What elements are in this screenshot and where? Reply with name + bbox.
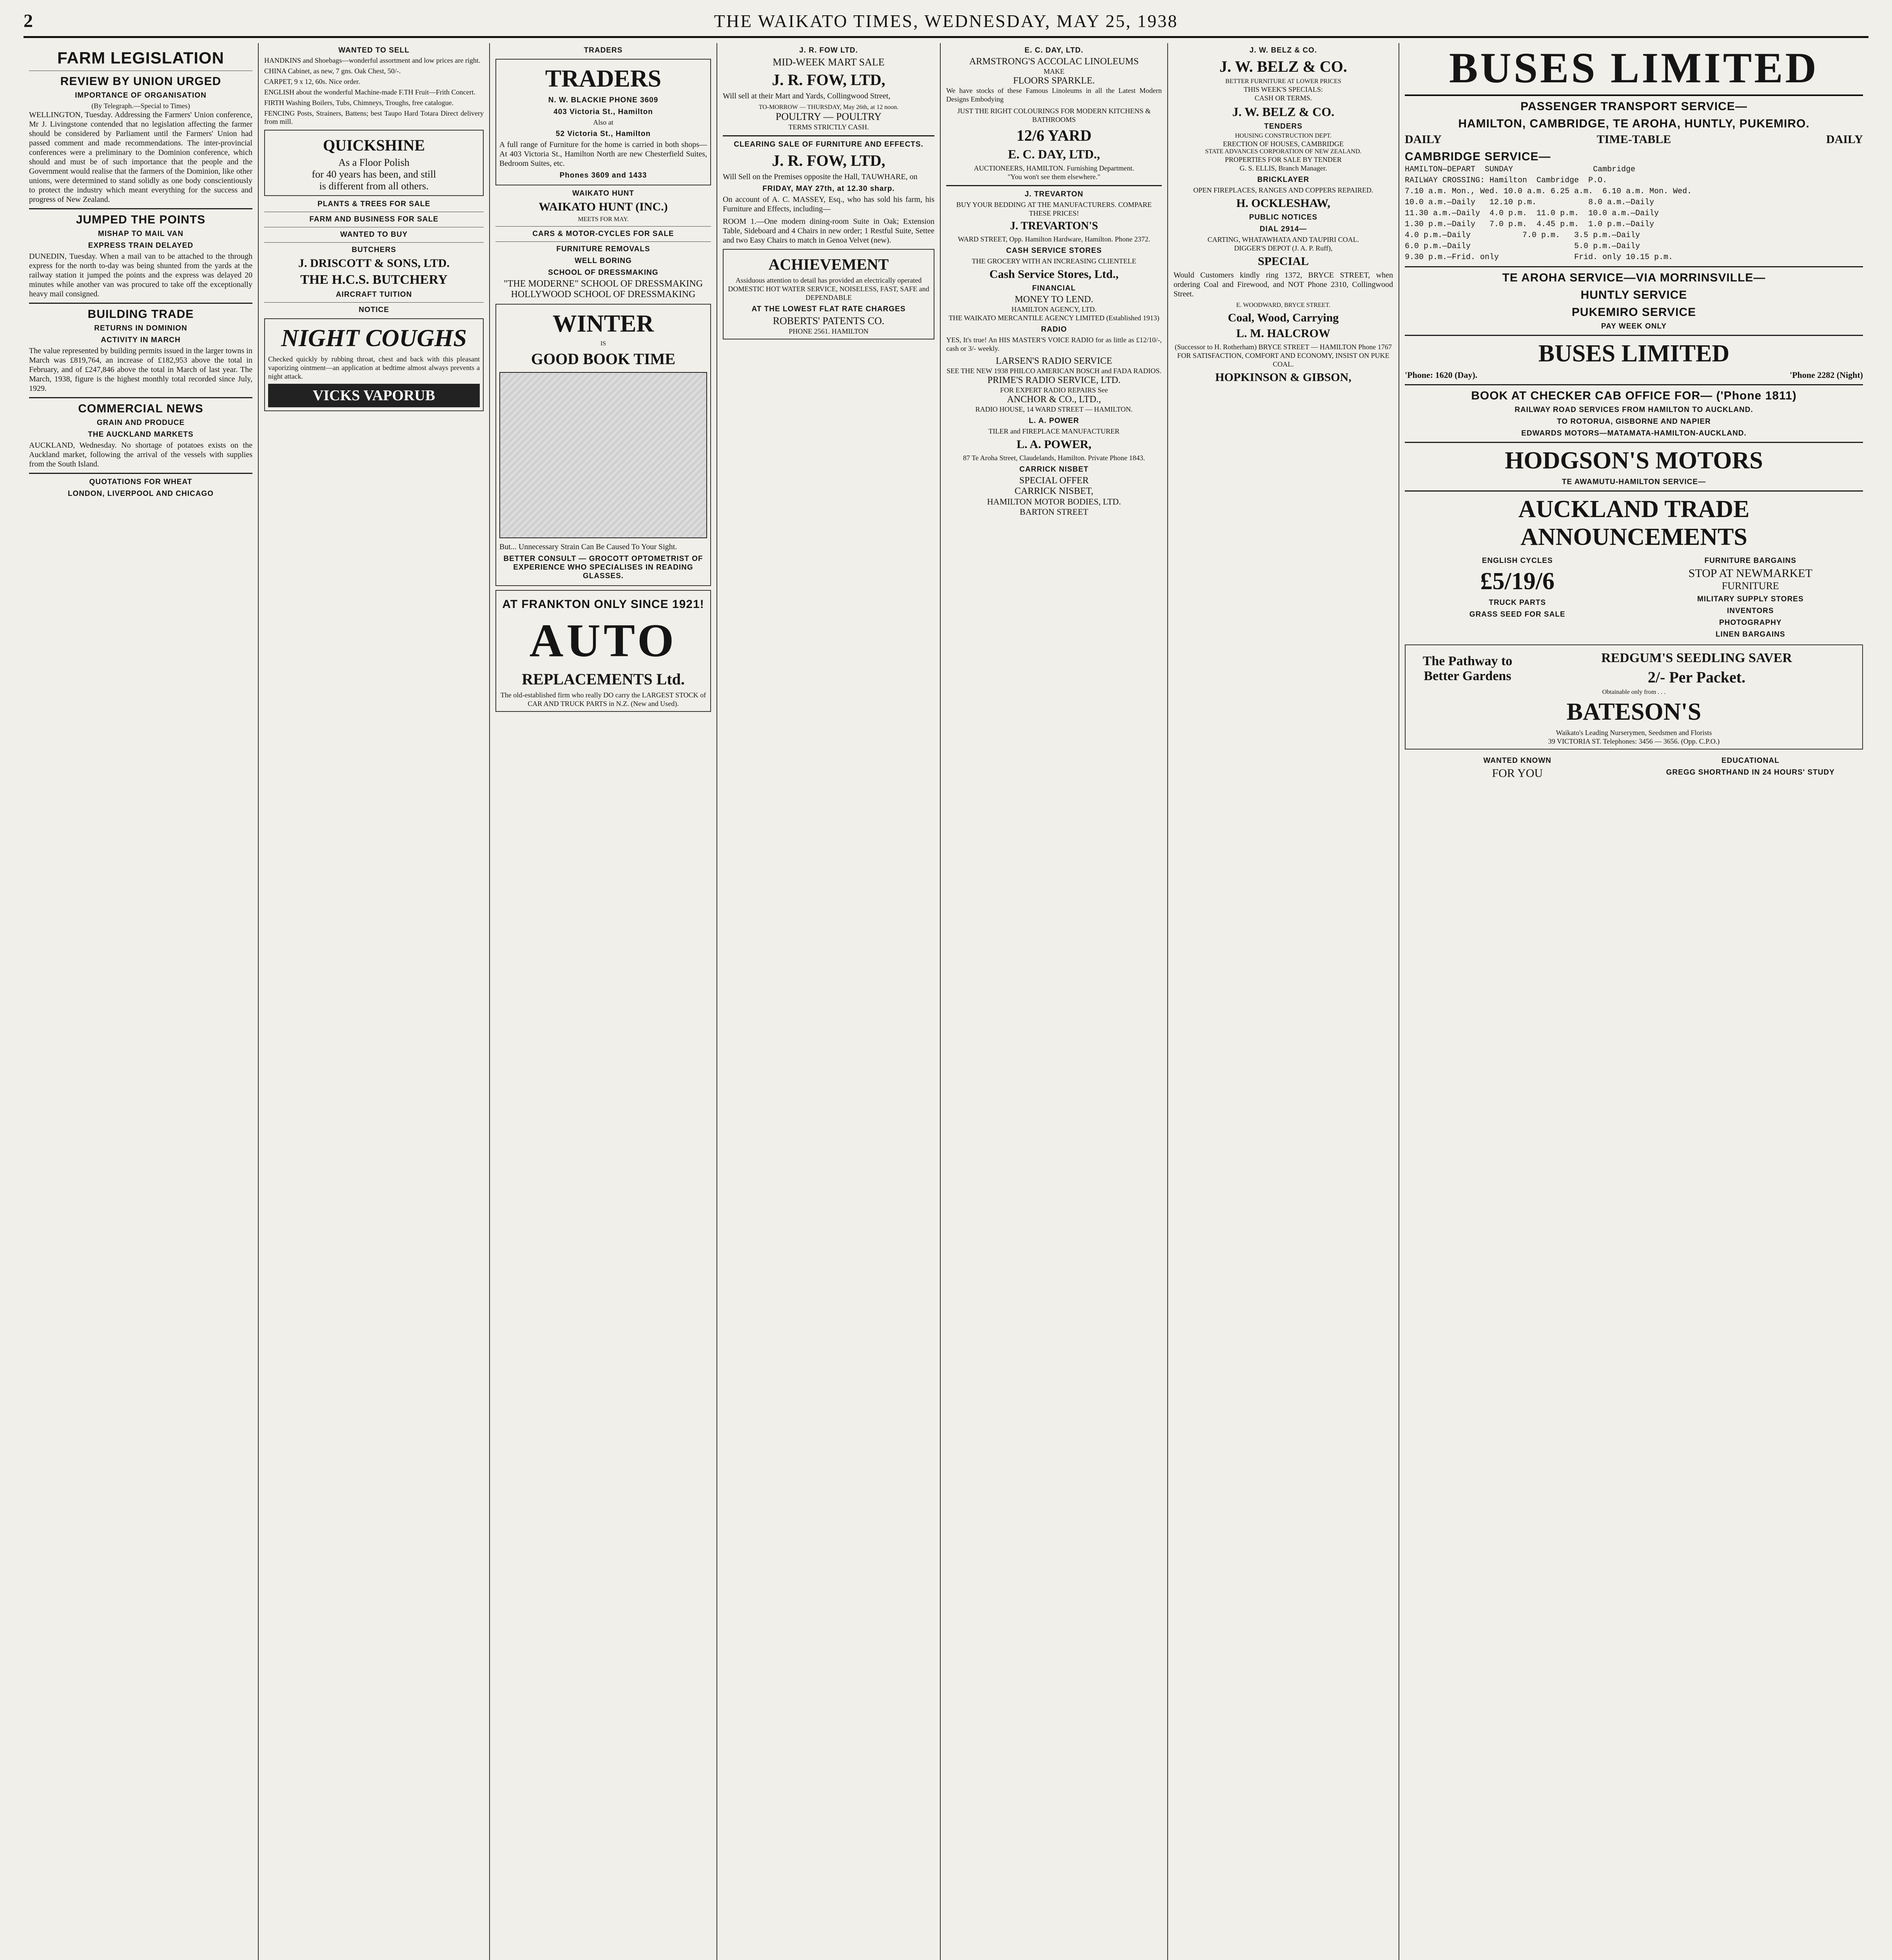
farm-subhead: REVIEW BY UNION URGED: [60, 75, 221, 88]
special-heading: SPECIAL: [1257, 255, 1309, 268]
vicks-ad: [264, 318, 484, 411]
tiler: TILER and FIREPLACE MANUFACTURER: [988, 427, 1120, 435]
achievement-price: AT THE LOWEST FLAT RATE CHARGES: [751, 305, 906, 313]
night-coughs-title: NIGHT COUGHS: [281, 325, 467, 352]
hcs-butchery: THE H.C.S. BUTCHERY: [300, 272, 448, 287]
hamilton-motor-bodies: HAMILTON MOTOR BODIES, LTD.: [987, 497, 1121, 506]
radio-heading: RADIO: [1041, 325, 1067, 334]
primes-radio: PRIME'S RADIO SERVICE, LTD.: [987, 375, 1121, 385]
grocery: THE GROCERY WITH AN INCREASING CLIENTELE: [972, 257, 1136, 265]
customers-notice: Would Customers kindly ring 1372, BRYCE STREET, when ordering Coal and Firewood, and NOT Phone 2310, Collingwood Street.: [1174, 271, 1393, 298]
reading-illustration: [499, 372, 707, 538]
pukemiro-service: PUKEMIRO SERVICE: [1571, 306, 1696, 319]
wanted-known: WANTED KNOWN: [1483, 757, 1551, 765]
special-offer: SPECIAL OFFER: [1019, 475, 1089, 486]
timetable-label: TIME-TABLE: [1596, 133, 1671, 146]
wanted-to-buy-heading: WANTED TO BUY: [340, 230, 408, 239]
butcher-name: J. DRISCOTT & SONS, LTD.: [298, 257, 450, 270]
farm-headline: FARM LEGISLATION: [57, 49, 224, 67]
achievement-title: ACHIEVEMENT: [768, 256, 889, 273]
better-furniture: BETTER FURNITURE AT LOWER PRICES: [1225, 78, 1341, 85]
day-heading: E. C. DAY, LTD.: [1024, 46, 1084, 54]
power-address: 87 Te Aroha Street, Claudelands, Hamilton. Private Phone 1843.: [963, 454, 1145, 462]
furniture-removals-heading: FURNITURE REMOVALS: [556, 245, 650, 253]
traders-heading: TRADERS: [584, 46, 623, 54]
auckland-trade: AUCKLAND TRADE ANNOUNCEMENTS: [1518, 496, 1750, 550]
carrick-heading: CARRICK NISBET: [1019, 465, 1089, 474]
traders-address1: N. W. BLACKIE PHONE 3609: [548, 96, 658, 104]
commercial-subhead: THE AUCKLAND MARKETS: [88, 430, 194, 439]
quickshine-title: QUICKSHINE: [323, 136, 425, 154]
fow-poultry: POULTRY — POULTRY: [775, 111, 882, 122]
farm-business-heading: FARM AND BUSINESS FOR SALE: [309, 215, 439, 223]
expert-repairs: FOR EXPERT RADIO REPAIRS See: [1000, 386, 1108, 394]
belz-heading: J. W. BELZ & CO.: [1249, 46, 1317, 54]
building-body: The value represented by building permits issued in the larger towns in March was £819,764, an increase of £182,953 above the total in February, and of £247,846 above the total in March of last year. The March, 1938, figure is the highest monthly total recorded since July, 1929.: [29, 347, 252, 393]
buses-limited-2: BUSES LIMITED: [1538, 340, 1730, 367]
timetable-row: 1.30 p.m.—Daily 7.0 p.m. 4.45 p.m. 1.0 p.m.—Daily: [1405, 220, 1654, 229]
classified-item: ENGLISH about the wonderful Machine-made F.TH Fruit—Frith Concert.: [264, 88, 475, 96]
building-kicker: RETURNS IN DOMINION: [94, 324, 187, 332]
building-headline: BUILDING TRADE: [87, 308, 194, 321]
notice-heading: NOTICE: [359, 306, 389, 314]
just-right: JUST THE RIGHT COLOURINGS FOR MODERN KITCHENS & BATHROOMS: [957, 107, 1151, 123]
power-heading: L. A. POWER: [1029, 417, 1079, 425]
trevarton-address: WARD STREET, Opp. Hamilton Hardware, Hamilton. Phone 2372.: [958, 235, 1150, 243]
timetable-row: HAMILTON—DEPART SUNDAY Cambridge: [1405, 165, 1636, 174]
traders-also: Also at: [593, 118, 613, 126]
bricklayer-heading: BRICKLAYER: [1257, 176, 1310, 184]
belz-name: J. W. BELZ & CO.: [1219, 58, 1347, 75]
timetable-row: 11.30 a.m.—Daily 4.0 p.m. 11.0 p.m. 10.0 a.m.—Daily: [1405, 209, 1659, 218]
diggers-depot: DIGGER'S DEPOT (J. A. P. Ruff),: [1234, 244, 1333, 252]
educational: EDUCATIONAL: [1721, 757, 1780, 765]
traders-phone: Phones 3609 and 1433: [559, 171, 647, 180]
hollywood-school: HOLLYWOOD SCHOOL OF DRESSMAKING: [511, 289, 696, 299]
edwards-motors: EDWARDS MOTORS—MATAMATA-HAMILTON-AUCKLAND.: [1521, 429, 1747, 437]
state-advances: STATE ADVANCES CORPORATION OF NEW ZEALAND.: [1205, 148, 1362, 155]
housing-dept: HOUSING CONSTRUCTION DEPT.: [1235, 132, 1332, 139]
hopkinson: HOPKINSON & GIBSON,: [1215, 371, 1351, 384]
te-awamutu-service: TE AWAMUTU-HAMILTON SERVICE—: [1562, 478, 1706, 486]
farm-body: WELLINGTON, Tuesday. Addressing the Farmers' Union conference, Mr J. Livingstone contended that no legislation affecting the farmer should be considered by Parliament until the Farmers' Union had passed comment and made recommendations. The inter-provincial conferences were a preliminary to the Dominion conference, which should and must be of such importance that the people and the Government would realise that the farmers of the Dominion, like other unions, were determined to stand solidly as one body conscientiously to protect the industry which meant everything for the success and progress of New Zealand.: [29, 111, 252, 204]
roberts-phone: PHONE 2561. HAMILTON: [789, 327, 869, 335]
english-cycles: ENGLISH CYCLES: [1482, 557, 1553, 565]
power-name: L. A. POWER,: [1016, 438, 1092, 451]
financial-heading: FINANCIAL: [1032, 284, 1076, 292]
redgum-price: 2/- Per Packet.: [1647, 668, 1746, 686]
timetable-row: 7.10 a.m. Mon., Wed. 10.0 a.m. 6.25 a.m. 6.10 a.m. Mon. Wed.: [1405, 187, 1692, 196]
railway-road: RAILWAY ROAD SERVICES FROM HAMILTON TO AUCKLAND.: [1515, 406, 1753, 414]
newspaper-title: THE WAIKATO TIMES, WEDNESDAY, MAY 25, 1938: [714, 11, 1178, 31]
hamilton-agency: HAMILTON AGENCY, LTD.: [1011, 305, 1097, 313]
jumped-body: DUNEDIN, Tuesday. When a mail van to be attached to the through express for the north to-day was being shunted from the yards at the railway station it jumped the points and the express was delayed 20 minutes while another van was procured to take off the exceptionally heavy mail consigned.: [29, 252, 252, 298]
ecday-slogan: "You won't see them elsewhere.": [1007, 173, 1101, 181]
fow-terms: TERMS STRICTLY CASH.: [788, 123, 869, 131]
photography: PHOTOGRAPHY: [1719, 619, 1782, 627]
bateson-ad: [1405, 644, 1863, 750]
mid-week-sale: MID-WEEK MART SALE: [773, 56, 885, 68]
bateson-sub: Waikato's Leading Nurserymen, Seedsmen and Florists: [1556, 729, 1712, 737]
classified-item: FENCING Posts, Strainers, Battens; best Taupo Hard Totara Direct delivery from mill.: [264, 109, 484, 125]
fow2-sub: Will Sell on the Premises opposite the Hall, TAUWHARE, on: [723, 172, 918, 181]
farm-byline: (By Telegraph.—Special to Times): [91, 102, 190, 110]
page-number: 2: [24, 10, 33, 31]
roberts-name: ROBERTS' PATENTS CO.: [773, 315, 885, 327]
fow-title: J. R. FOW, LTD,: [772, 71, 885, 89]
radio-house: RADIO HOUSE, 14 WARD STREET — HAMILTON.: [975, 405, 1133, 413]
checker-cab: BOOK AT CHECKER CAB OFFICE FOR— ('Phone 1811): [1471, 389, 1797, 402]
commercial-kicker: GRAIN AND PRODUCE: [96, 419, 185, 427]
classified-item: CHINA Cabinet, as new, 7 gns. Oak Chest, 50/-.: [264, 67, 401, 75]
fow-sub: Will sell at their Mart and Yards, Collingwood Street,: [723, 92, 891, 100]
cambridge-service: CAMBRIDGE SERVICE—: [1405, 150, 1551, 163]
waikato-meets: MEETS FOR MAY.: [578, 216, 629, 223]
auto-note: The old-established firm who really DO carry the LARGEST STOCK of CAR AND TRUCK PARTS in N.Z. (New and Used).: [500, 691, 706, 708]
bus-timetable: [1405, 165, 1863, 262]
grocott-ad: [495, 304, 711, 586]
cycle-price: £5/19/6: [1480, 568, 1555, 595]
classified-item: FIRTH Washing Boilers, Tubs, Chimneys, Troughs, free catalogue.: [264, 99, 454, 107]
moderne-school: "THE MODERNE" SCHOOL OF DRESSMAKING: [503, 279, 703, 289]
for-you: FOR YOU: [1492, 767, 1543, 780]
money-to-lend: MONEY TO LEND.: [1014, 294, 1094, 305]
cash-stores-heading: CASH SERVICE STORES: [1006, 247, 1102, 255]
quickshine-line3: is different from all others.: [319, 180, 429, 192]
fow2-title: J. R. FOW, LTD,: [772, 152, 885, 169]
masthead: [24, 5, 1868, 38]
cars-heading: CARS & MOTOR-CYCLES FOR SALE: [532, 230, 674, 238]
trevarton-body: BUY YOUR BEDDING AT THE MANUFACTURERS. COMPARE THESE PRICES!: [956, 201, 1152, 217]
timetable-row: 10.0 a.m.—Daily 12.10 p.m. 8.0 a.m.—Daily: [1405, 198, 1654, 207]
tenders-heading: TENDERS: [1264, 122, 1302, 131]
huntly-service: HUNTLY SERVICE: [1580, 289, 1687, 301]
frankton-only: AT FRANKTON ONLY SINCE 1921!: [502, 598, 704, 611]
dressmaking-heading: SCHOOL OF DRESSMAKING: [548, 269, 658, 277]
column-buses: [1399, 43, 1868, 1960]
woodward: E. WOODWARD, BRYCE STREET.: [1236, 302, 1331, 309]
winter-is: IS: [600, 340, 606, 347]
jumped-subhead: EXPRESS TRAIN DELAYED: [88, 241, 194, 250]
make: MAKE: [1043, 67, 1065, 75]
winter-book-time: GOOD BOOK TIME: [531, 350, 676, 368]
timetable-row: RAILWAY CROSSING: Hamilton Cambridge P.O.: [1405, 176, 1607, 185]
quotations-subhead: LONDON, LIVERPOOL AND CHICAGO: [67, 490, 214, 498]
fow-heading: J. R. FOW LTD.: [799, 46, 858, 54]
buses-limited-title: BUSES LIMITED: [1405, 43, 1863, 96]
carrick-name: CARRICK NISBET,: [1014, 486, 1094, 496]
fow2-rooms: ROOM 1.—One modern dining-room Suite in Oak; Extension Table, Sideboard and 4 Chairs in new order; 1 Restful Suite, Settee and two Easy Chairs to match in Genoa Velvet (new).: [723, 217, 934, 245]
auto-replacements-ad: [495, 590, 711, 712]
quotations-headline: QUOTATIONS FOR WHEAT: [89, 478, 192, 486]
wanted-to-sell-list: [264, 56, 484, 126]
traders-ad: [495, 59, 711, 185]
aircraft-heading: AIRCRAFT TUITION: [336, 290, 412, 299]
column-belz: [1168, 43, 1399, 1960]
routes: HAMILTON, CAMBRIDGE, TE AROHA, HUNTLY, PUKEMIRO.: [1458, 117, 1810, 130]
traders-title: TRADERS: [545, 65, 662, 92]
puke-coal: FOR SATISFACTION, COMFORT AND ECONOMY, INSIST ON PUKE COAL.: [1177, 352, 1390, 368]
waikato-hunt-title: WAIKATO HUNT (INC.): [539, 200, 668, 213]
well-boring-heading: WELL BORING: [575, 257, 632, 265]
farm-kicker: IMPORTANCE OF ORGANISATION: [75, 91, 207, 100]
quickshine-line1: As a Floor Polish: [338, 157, 410, 168]
column-news: [24, 43, 259, 1960]
fow-tomorrow: TO-MORROW — THURSDAY, May 26th, at 12 noon.: [758, 104, 899, 111]
wanted-to-sell-heading: WANTED TO SELL: [338, 46, 410, 54]
gregg-shorthand: GREGG SHORTHAND IN 24 HOURS' STUDY: [1666, 768, 1835, 777]
barton-street: BARTON STREET: [1019, 507, 1088, 517]
classified-item: HANDKINS and Shoebags—wonderful assortment and low prices are right.: [264, 56, 481, 64]
cash-or-terms: CASH OR TERMS.: [1254, 94, 1312, 102]
butchers-heading: BUTCHERS: [352, 246, 396, 254]
rotorua-route: TO ROTORUA, GISBORNE AND NAPIER: [1557, 417, 1711, 426]
obtainable: Obtainable only from . . .: [1602, 689, 1666, 695]
column-day: [941, 43, 1168, 1960]
achievement-ad: [723, 249, 934, 339]
building-subhead: ACTIVITY IN MARCH: [101, 336, 181, 344]
clearing-heading: CLEARING SALE OF FURNITURE AND EFFECTS.: [734, 140, 923, 149]
cash-stores-name: Cash Service Stores, Ltd.,: [989, 268, 1119, 281]
jumped-headline: JUMPED THE POINTS: [76, 213, 206, 226]
timetable-row: 9.30 p.m.—Frid. only Frid. only 10.15 p.m.: [1405, 253, 1673, 262]
bateson-address: 39 VICTORIA ST. Telephones: 3456 — 3656. (Opp. C.P.O.): [1548, 737, 1720, 745]
halcrow: L. M. HALCROW: [1236, 327, 1330, 340]
philco: SEE THE NEW 1938 PHILCO AMERICAN BOSCH and FADA RADIOS.: [946, 367, 1162, 375]
belz-name-2: J. W. BELZ & CO.: [1232, 105, 1335, 119]
auto-logo: AUTO: [529, 614, 677, 666]
truck-parts: TRUCK PARTS: [1489, 599, 1546, 607]
ockleshaw: H. OCKLESHAW,: [1236, 197, 1330, 210]
jumped-kicker: MISHAP TO MAIL VAN: [98, 230, 184, 238]
daily-label: DAILY: [1405, 133, 1442, 146]
pathway-title: The Pathway to Better Gardens: [1422, 653, 1513, 683]
bateson-name: BATESON'S: [1566, 699, 1702, 725]
coal-wood: Coal, Wood, Carrying: [1228, 311, 1339, 324]
ecday-auctioneers: AUCTIONEERS, HAMILTON. Furnishing Department.: [974, 164, 1134, 172]
pay-week-only: PAY WEEK ONLY: [1601, 322, 1667, 330]
anchor-co: ANCHOR & CO., LTD.,: [1007, 394, 1101, 405]
trevarton-name: J. TREVARTON'S: [1010, 220, 1098, 232]
daily-label-2: DAILY: [1826, 133, 1863, 146]
grass-seed: GRASS SEED FOR SALE: [1469, 610, 1565, 619]
commercial-headline: COMMERCIAL NEWS: [78, 402, 203, 415]
military-stores: MILITARY SUPPLY STORES: [1697, 595, 1804, 603]
stop-newmarket: STOP AT NEWMARKET: [1688, 567, 1812, 580]
ecday-name: E. C. DAY, LTD.,: [1008, 147, 1100, 161]
specials: THIS WEEK'S SPECIALS:: [1244, 85, 1323, 93]
vicks-logo: VICKS VAPORUB: [268, 384, 480, 407]
grocott-name: BETTER CONSULT — GROCOTT OPTOMETRIST OF EXPERIENCE WHO SPECIALISES IN READING GLASSES.: [503, 555, 703, 580]
winter-strain: But... Unnecessary Strain Can Be Caused To Your Sight.: [499, 543, 677, 551]
redgum-title: REDGUM'S SEEDLING SAVER: [1601, 651, 1792, 665]
hodgsons-motors: HODGSON'S MOTORS: [1505, 447, 1763, 474]
traders-address3: 52 Victoria St., Hamilton: [555, 130, 651, 138]
linen-bargains: LINEN BARGAINS: [1715, 630, 1785, 639]
winter-title: WINTER: [552, 310, 654, 337]
column-traders: [490, 43, 717, 1960]
radio-body: YES, It's true! An HIS MASTER'S VOICE RADIO for as little as £12/10/-, cash or 3/- weekly.: [946, 336, 1162, 352]
furniture-bargains: FURNITURE BARGAINS: [1704, 557, 1796, 565]
quickshine-line2: for 40 years has been, and still: [312, 169, 436, 180]
timetable-row: 4.0 p.m.—Daily 7.0 p.m. 3.5 p.m.—Daily: [1405, 231, 1640, 240]
properties-for-sale: PROPERTIES FOR SALE BY TENDER: [1225, 156, 1342, 163]
carting: CARTING, WHATAWHATA AND TAUPIRI COAL.: [1207, 236, 1359, 243]
larsens-radio: LARSEN'S RADIO SERVICE: [996, 356, 1112, 366]
dial-2914: DIAL 2914—: [1259, 225, 1307, 233]
column-classifieds: [259, 43, 490, 1960]
traders-address2: 403 Victoria St., Hamilton: [553, 108, 653, 116]
passenger-service: PASSENGER TRANSPORT SERVICE—: [1520, 100, 1747, 113]
quickshine-ad: [264, 130, 484, 196]
achievement-body: Assiduous attention to detail has provided an electrically operated DOMESTIC HOT WATER SERVICE, NOISELESS, FAST, SAFE and DEPENDABLE: [728, 276, 929, 301]
night-coughs-body: Checked quickly by rubbing throat, chest and back with this pleasant vaporizing ointment—an application at bedtime almost always prevents a night attack.: [268, 355, 480, 380]
phone-night: 'Phone 2282 (Night): [1790, 370, 1863, 380]
inventors: INVENTORS: [1727, 607, 1774, 615]
fow2-body: On account of A. C. MASSEY, Esq., who has sold his farm, his Furniture and Effects, including—: [723, 195, 934, 213]
halcrow-sub: (Successor to H. Rotherham) BRYCE STREET — HAMILTON Phone 1767: [1175, 343, 1392, 351]
waikato-hunt-heading: WAIKATO HUNT: [572, 189, 634, 198]
erection-houses: ERECTION OF HOUSES, CAMBRIDGE: [1223, 140, 1344, 148]
furniture: FURNITURE: [1721, 580, 1779, 592]
linoleum-price: 12/6 YARD: [1016, 127, 1092, 144]
armstrong: ARMSTRONG'S ACCOLAC LINOLEUMS: [969, 56, 1139, 67]
commercial-body: AUCKLAND, Wednesday. No shortage of potatoes exists on the Auckland market, following the arrival of the vessels with supplies from the South Island.: [29, 441, 252, 468]
traders-body: A full range of Furniture for the home is carried in both shops—At 403 Victoria St., Hamilton North are new Chesterfield Suites, Bedroom Suites, etc.: [499, 140, 707, 168]
classified-item: CARPET, 9 x 12, 60s. Nice order.: [264, 78, 360, 85]
phone-day: 'Phone: 1620 (Day).: [1405, 370, 1478, 380]
fow2-date: FRIDAY, MAY 27th, at 12.30 sharp.: [762, 185, 895, 193]
auto-replacements: REPLACEMENTS Ltd.: [522, 670, 685, 688]
open-fireplaces: OPEN FIREPLACES, RANGES AND COPPERS REPAIRED.: [1193, 186, 1373, 194]
column-fow: [717, 43, 941, 1960]
timetable-row: 6.0 p.m.—Daily 5.0 p.m.—Daily: [1405, 242, 1640, 251]
day-body: We have stocks of these Famous Linoleums in all the Latest Modern Designs Embodying: [946, 87, 1162, 103]
ellis: G. S. ELLIS, Branch Manager.: [1239, 164, 1327, 172]
floors-sparkle: FLOORS SPARKLE.: [1013, 76, 1095, 86]
te-aroha-service: TE AROHA SERVICE—VIA MORRINSVILLE—: [1502, 271, 1766, 284]
public-notices-heading: PUBLIC NOTICES: [1249, 213, 1318, 221]
plants-heading: PLANTS & TREES FOR SALE: [317, 200, 430, 208]
mercantile-agency: THE WAIKATO MERCANTILE AGENCY LIMITED (Established 1913): [949, 314, 1159, 322]
trevarton-heading: J. TREVARTON: [1025, 190, 1083, 198]
